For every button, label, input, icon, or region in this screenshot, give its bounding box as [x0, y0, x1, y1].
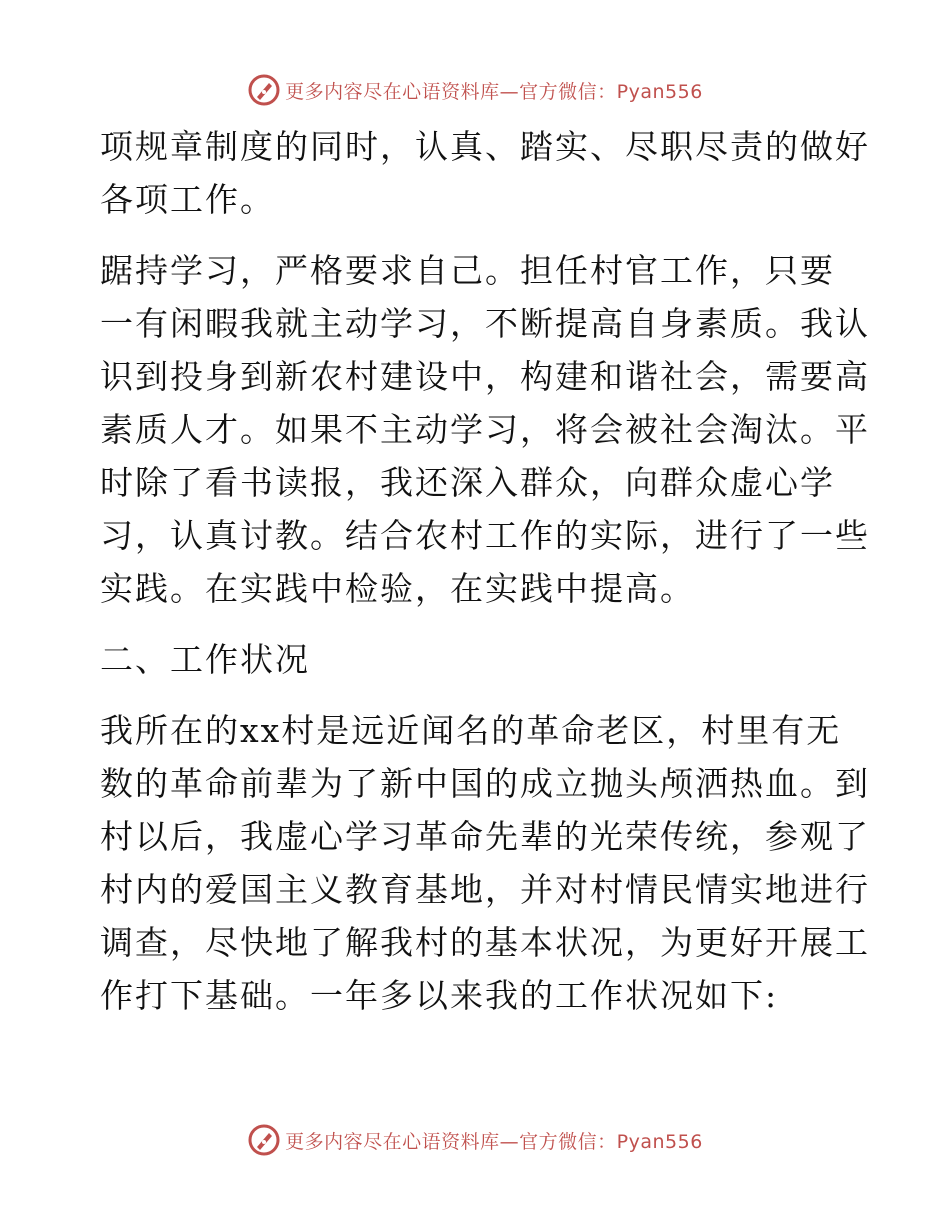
- section-heading: [100, 633, 850, 686]
- watermark-text: 更多内容尽在心语资料库—官方微信：Pyan556: [285, 1130, 703, 1153]
- text-line: 数的革命前辈为了新中国的成立抛头颅洒热血。到: [100, 764, 870, 803]
- footer-watermark: [0, 1120, 950, 1160]
- text-line: 一有闲暇我就主动学习，不断提高自身素质。我认: [100, 304, 870, 343]
- text-line: 各项工作。: [100, 180, 275, 219]
- text-line: 素质人才。如果不主动学习，将会被社会淘汰。平: [100, 410, 870, 449]
- text-line: 项规章制度的同时，认真、踏实、尽职尽责的做好: [100, 127, 870, 166]
- header-watermark: [0, 70, 950, 110]
- text-line: 作打下基础。一年多以来我的工作状况如下:: [100, 976, 779, 1015]
- paragraph-1: [100, 120, 870, 226]
- text-line: 村内的爱国主义教育基地，并对村情民情实地进行: [100, 870, 870, 909]
- paragraph-2: [100, 244, 870, 615]
- paragraph-4: [100, 704, 870, 1022]
- text-line: 实践。在实践中检验，在实践中提高。: [100, 569, 695, 608]
- pen-nib-circle-icon: [247, 1123, 281, 1157]
- document-body: [100, 120, 870, 1022]
- text-line: 习，认真讨教。结合农村工作的实际，进行了一些: [100, 516, 870, 555]
- text-line: 识到投身到新农村建设中，构建和谐社会，需要高: [100, 357, 870, 396]
- text-line: 调查，尽快地了解我村的基本状况，为更好开展工: [100, 923, 870, 962]
- pen-nib-circle-icon: [247, 73, 281, 107]
- text-line: 村以后，我虚心学习革命先辈的光荣传统，参观了: [100, 817, 870, 856]
- text-line: 踞持学习，严格要求自己。担任村官工作，只要: [100, 251, 835, 290]
- text-line: 我所在的xx村是远近闻名的革命老区，村里有无: [100, 711, 842, 750]
- watermark-text: 更多内容尽在心语资料库—官方微信：Pyan556: [285, 80, 703, 103]
- text-line: 时除了看书读报，我还深入群众，向群众虚心学: [100, 463, 835, 502]
- heading-line: 二、工作状况: [100, 640, 310, 679]
